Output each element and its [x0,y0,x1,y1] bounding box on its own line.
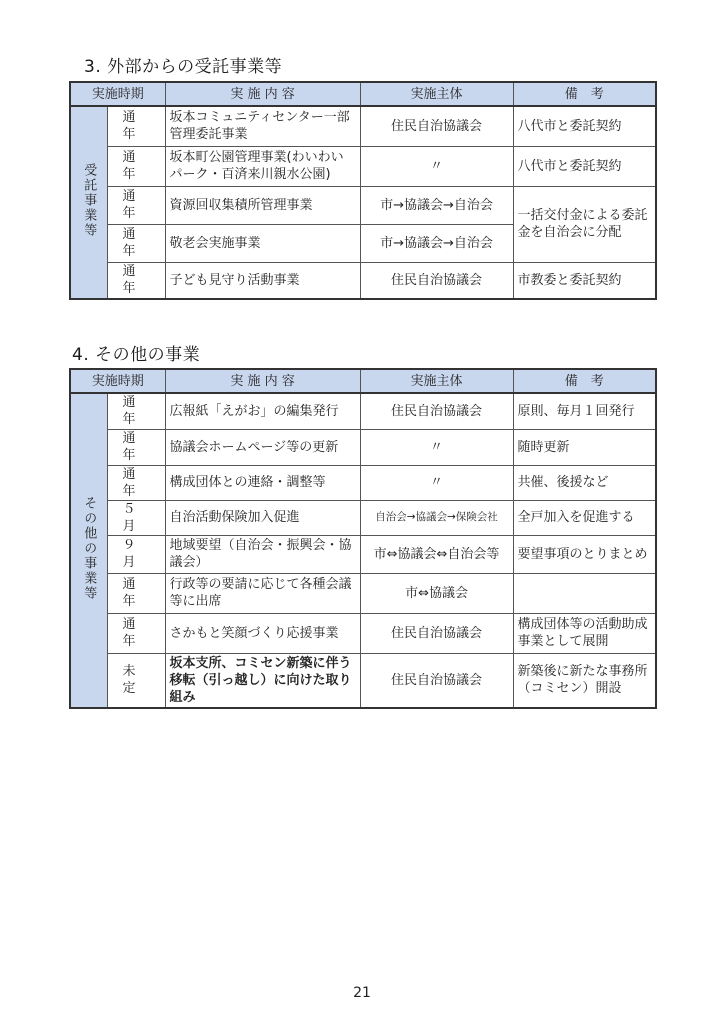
row-note: 全戸加入を促進する [513,500,656,535]
row-time: 未 定 [107,653,165,708]
row-note: 八代市と委託契約 [513,106,656,146]
page-number: 21 [353,985,371,1001]
row-time: 通 年 [107,613,165,653]
row-note: 構成団体等の活動助成事業として展開 [513,613,656,653]
row-content: 構成団体との連絡・調整等 [165,465,360,500]
section-4-table [69,368,657,709]
row-body: 住民自治協議会 [360,653,513,708]
row-content: 坂本コミュニティセンター一部管理委託事業 [165,106,360,146]
header-time: 実施時期 [70,369,165,393]
category-label: 受託事業等 [70,106,107,299]
row-note: 市教委と委託契約 [513,262,656,299]
table-row [70,146,656,186]
row-body: 住民自治協議会 [360,262,513,299]
row-content: 子ども見守り活動事業 [165,262,360,299]
table-header-row [70,82,656,106]
row-note: 要望事項のとりまとめ [513,535,656,573]
section-4-title: 4. その他の事業 [72,345,201,365]
table-row [70,393,656,429]
row-body: 住民自治協議会 [360,106,513,146]
row-content: 坂本町公園管理事業(わいわいパーク・百済来川親水公園) [165,146,360,186]
row-body: 住民自治協議会 [360,393,513,429]
header-time: 実施時期 [70,82,165,106]
row-time: ５ 月 [107,500,165,535]
row-body: 〃 [360,146,513,186]
section-3-title: 3. 外部からの受託事業等 [84,57,283,77]
category-label: その他の事業等 [70,393,107,708]
row-time: 通 年 [107,573,165,613]
row-note: 新築後に新たな事務所（コミセン）開設 [513,653,656,708]
row-time: 通 年 [107,429,165,465]
row-content: 協議会ホームページ等の更新 [165,429,360,465]
row-body: 〃 [360,429,513,465]
row-note: 共催、後援など [513,465,656,500]
row-content: 行政等の要請に応じて各種会議等に出席 [165,573,360,613]
row-time: 通 年 [107,106,165,146]
row-body: 自治会→協議会→保険会社 [360,500,513,535]
section-3-table [69,81,657,300]
row-note: 八代市と委託契約 [513,146,656,186]
row-content: 広報紙「えがお」の編集発行 [165,393,360,429]
header-body: 実施主体 [360,82,513,106]
row-body: 市⇔協議会⇔自治会等 [360,535,513,573]
table-row [70,465,656,500]
table-row [70,613,656,653]
row-body: 市⇔協議会 [360,573,513,613]
row-time: ９ 月 [107,535,165,573]
row-content: 地域要望（自治会・振興会・協議会） [165,535,360,573]
row-body: 市→協議会→自治会 [360,224,513,262]
row-time: 通 年 [107,262,165,299]
row-time: 通 年 [107,393,165,429]
table-row [70,573,656,613]
row-time: 通 年 [107,186,165,224]
row-content: さかもと笑顔づくり応援事業 [165,613,360,653]
row-body: 住民自治協議会 [360,613,513,653]
table-row [70,262,656,299]
table-row [70,500,656,535]
row-time: 通 年 [107,224,165,262]
row-note: 随時更新 [513,429,656,465]
header-content: 実 施 内 容 [165,369,360,393]
row-content: 資源回収集積所管理事業 [165,186,360,224]
header-note: 備 考 [513,82,656,106]
row-time: 通 年 [107,465,165,500]
table-header-row [70,369,656,393]
header-note: 備 考 [513,369,656,393]
table-row [70,106,656,146]
row-time: 通 年 [107,146,165,186]
row-note [513,573,656,613]
row-content: 敬老会実施事業 [165,224,360,262]
row-content: 自治活動保険加入促進 [165,500,360,535]
table-row [70,653,656,708]
header-content: 実 施 内 容 [165,82,360,106]
row-note: 一括交付金による委託金を自治会に分配 [513,186,656,262]
header-body: 実施主体 [360,369,513,393]
row-note: 原則、毎月１回発行 [513,393,656,429]
row-content: 坂本支所、コミセン新築に伴う移転（引っ越し）に向けた取り組み [165,653,360,708]
table-row [70,429,656,465]
table-row [70,186,656,224]
table-row [70,535,656,573]
row-body: 市→協議会→自治会 [360,186,513,224]
row-body: 〃 [360,465,513,500]
